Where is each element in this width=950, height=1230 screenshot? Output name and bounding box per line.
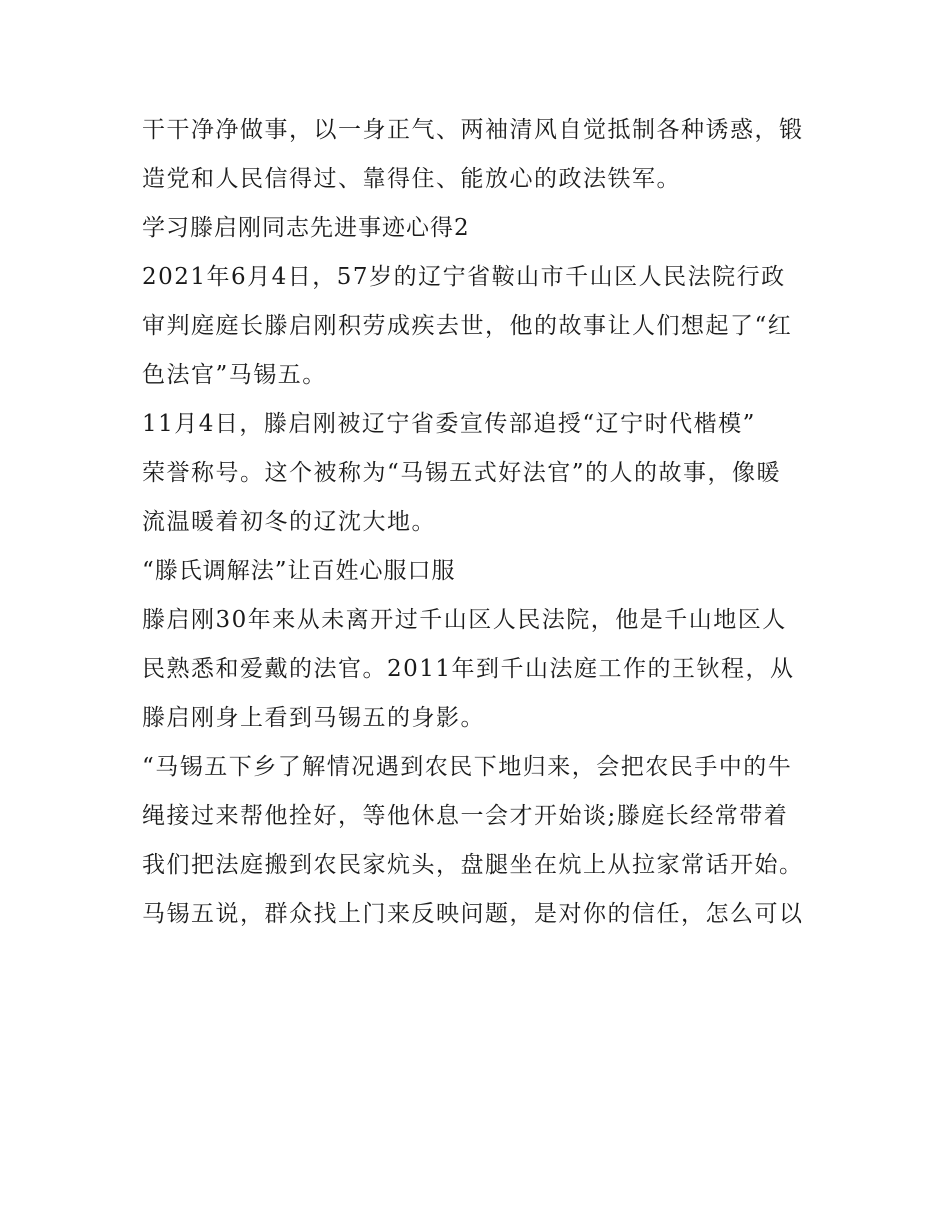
- paragraph-line: 2021年6月4日，57岁的辽宁省鞍山市千山区人民法院行政: [142, 264, 786, 290]
- paragraph-line: 民熟悉和爱戴的法官。2011年到千山法庭工作的王钬程，从: [142, 656, 795, 682]
- paragraph-line: 绳接过来帮他拴好，等他休息一会才开始谈;滕庭长经常带着: [142, 803, 789, 829]
- paragraph-line: “马锡五下乡了解情况遇到农民下地归来，会把农民手中的牛: [142, 754, 793, 780]
- paragraph-line: 我们把法庭搬到农民家炕头，盘腿坐在炕上从拉家常话开始。: [142, 852, 804, 878]
- section-title: 学习滕启刚同志先进事迹心得2: [142, 215, 470, 241]
- subsection-title: “滕氏调解法”让百姓心服口服: [142, 558, 456, 584]
- paragraph-line: 色法官”马锡五。: [142, 362, 327, 388]
- paragraph-line: 11月4日，滕启刚被辽宁省委宣传部追授“辽宁时代楷模”: [142, 411, 756, 437]
- paragraph-line: 审判庭庭长滕启刚积劳成疾去世，他的故事让人们想起了“红: [142, 313, 793, 339]
- document-body: [142, 106, 822, 939]
- paragraph-line: 流温暖着初冬的辽沈大地。: [142, 509, 436, 535]
- paragraph-line: 滕启刚30年来从未离开过千山区人民法院，他是千山地区人: [142, 607, 787, 633]
- paragraph-line: 干干净净做事，以一身正气、两袖清风自觉抵制各种诱惑，锻: [142, 117, 804, 143]
- paragraph-line: 荣誉称号。这个被称为“马锡五式好法官”的人的故事，像暖: [142, 460, 782, 486]
- paragraph-line: 造党和人民信得过、靠得住、能放心的政法铁军。: [142, 166, 681, 192]
- paragraph-line: 滕启刚身上看到马锡五的身影。: [142, 705, 485, 731]
- paragraph-line: 马锡五说，群众找上门来反映问题，是对你的信任，怎么可以: [142, 901, 804, 927]
